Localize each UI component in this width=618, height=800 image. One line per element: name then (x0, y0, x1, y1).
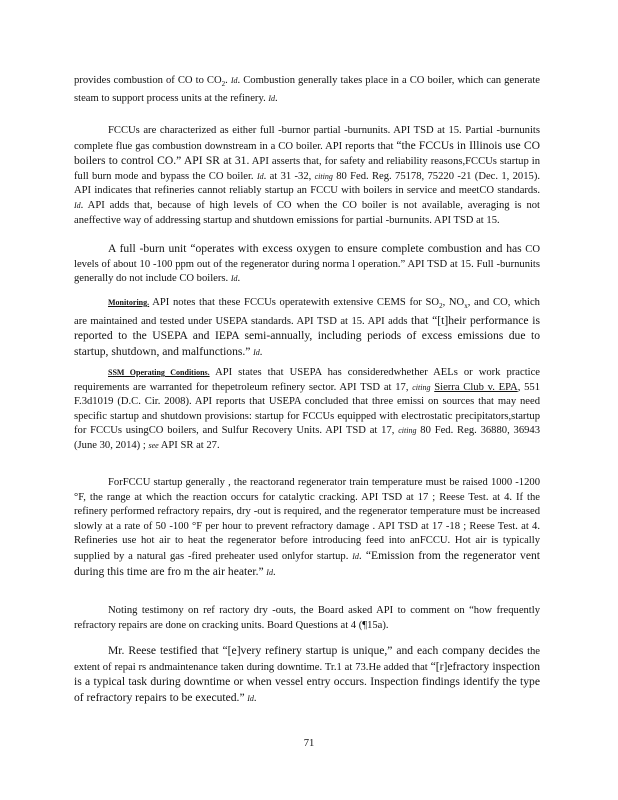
section-heading: SSM Operating Conditions. (108, 368, 210, 377)
paragraph-2 (74, 124, 540, 228)
paragraph-8 (74, 644, 540, 706)
citation-id: Id (253, 347, 260, 357)
citation-id: Id (268, 93, 276, 103)
citing-signal: citing (314, 171, 333, 181)
see-signal: see (148, 440, 159, 450)
paragraph-1 (74, 74, 540, 106)
text: , 551 F.3d1019 (D.C. Cir. 2008). API reports that USEPA concluded that three emissi on sources that may need specific startup and shutdown provisions: startup for FCCUs equipped with electrostatic precipitators,startup for FCCUs usingCO boilers, and Sulfur Recovery Units. API TSD at 17, (74, 381, 540, 437)
text: . (272, 566, 276, 578)
text: . at 31 -32, (263, 170, 312, 182)
text: . Combustion generally takes place in a CO boiler, which can generate steam to support process units at the refinery. (74, 75, 541, 104)
text: API notes that these FCCUs operatewith extensive CEMS for SO (152, 297, 440, 308)
citing-signal: citing (412, 382, 431, 392)
paragraph-3 (74, 242, 540, 287)
text: API asserts that, for safety and reliability reasons,FCCUs startup in full burn mode and bypass the CO boiler. (74, 156, 540, 182)
citation-id: Id (247, 693, 254, 703)
quote: “[r]efractory inspection is a typical task during downtime or when vessel entry occurs. Inspection findings identify the type of refractory repairs to be executed.” (74, 659, 540, 704)
citation-id: Id (74, 200, 81, 210)
text: the extent of repai rs andmaintenance taken during downtime. Tr.1 at 73.He added that (74, 646, 541, 673)
text: . (225, 75, 231, 86)
quote: that “[t]heir performance is reported to the USEPA and IEPA semi-annually, including periods of excess emissions due to startup, shutdown, and malfunctions.” (74, 313, 540, 358)
text: 80 Fed. Reg. 36880, 36943 (June 30, 2014) ; (74, 425, 541, 451)
text: , NO (442, 297, 465, 308)
subscript: 2 (439, 302, 443, 311)
text: . (259, 346, 263, 358)
section-heading: Monitoring. (108, 298, 150, 307)
citation-id: Id (352, 551, 359, 561)
text: , and CO, which are maintained and tested under USEPA standards. API TSD at 15. API adds (74, 297, 540, 327)
paragraph-5 (74, 366, 540, 454)
subscript: x (464, 302, 468, 311)
text: CO levels of about 10 -100 ppm out of the regenerator during norma l operation.” API TSD at 15. Full -burnunits generally do not include CO boilers. (74, 244, 540, 285)
text: Noting testimony on ref ractory dry -outs, the Board asked API to comment on “how frequently refractory repairs are done on cracking units. Board Questions at 4 (¶15a). (74, 605, 540, 631)
quote: . “Emission from the regenerator vent during this time are fro m the air heater.” (74, 548, 541, 578)
citation-id: Id (266, 567, 273, 577)
quote: “the FCCUs in Illinois use CO boilers to control CO.” API SR at 31. (74, 138, 540, 168)
text: provides combustion of CO to CO (74, 75, 222, 86)
text: FCCUs are characterized as either full -burnor partial -burnunits. API TSD at 15. Partial -burnunits complete flue gas combustion downstream in a CO boiler. API reports that (74, 125, 540, 152)
case-name: Sierra Club v. EPA (434, 381, 518, 393)
page-number: 71 (303, 738, 315, 749)
paragraph-4 (74, 296, 540, 360)
citation-id: Id (230, 76, 238, 85)
quote: A full -burn unit “operates with excess oxygen to ensure complete combustion and has (108, 242, 522, 255)
subscript: 2 (221, 80, 226, 89)
text: 80 Fed. Reg. 75178, 75220 -21 (Dec. 1, 2015). API indicates that refineries cannot reliably startup an FCCU with boilers in service and meetCO standards. (74, 170, 540, 197)
text: API states that USEPA has consideredwhether AELs or work practice requirements are warranted for thepetroleum refinery sector. API TSD at 17, (74, 367, 540, 393)
citation-id: Id (256, 171, 264, 181)
text: Mr. Reese testified that “[e]very refinery startup is unique,” and each company decides (108, 644, 524, 657)
text: . (275, 92, 278, 104)
citing-signal: citing (398, 426, 417, 436)
paragraph-6 (74, 476, 540, 580)
text: . (237, 273, 241, 285)
text: API SR at 27. (160, 439, 220, 451)
text: . (253, 692, 257, 704)
citation-id: Id (230, 274, 238, 284)
text: . API adds that, because of high levels of CO when the CO boiler is not available, averaging is not aneffective way of addressing startup and shutdown emissions for partial -burnunits. API TSD at 15. (74, 199, 540, 226)
text: ForFCCU startup generally , the reactorand regenerator train temperature must be raised 1000 -1200 °F, the range at which the reaction occurs for catalytic cracking. API TSD at 17 ; Reese Test. at 4. If the refinery performed refractory repairs, dry -out is required, and the regenerator temperature must be increased slowly at a rate of 50 -100 °F per hour to prevent refractory damage . API TSD at 17 -18 ; Reese Test. at 4. Refineries use hot air to heat the regenerator before introducing feed into anFCCU. Hot air is typically supplied by a natural gas -fired preheater used onlyfor startup. (74, 477, 540, 562)
paragraph-7 (74, 604, 540, 633)
